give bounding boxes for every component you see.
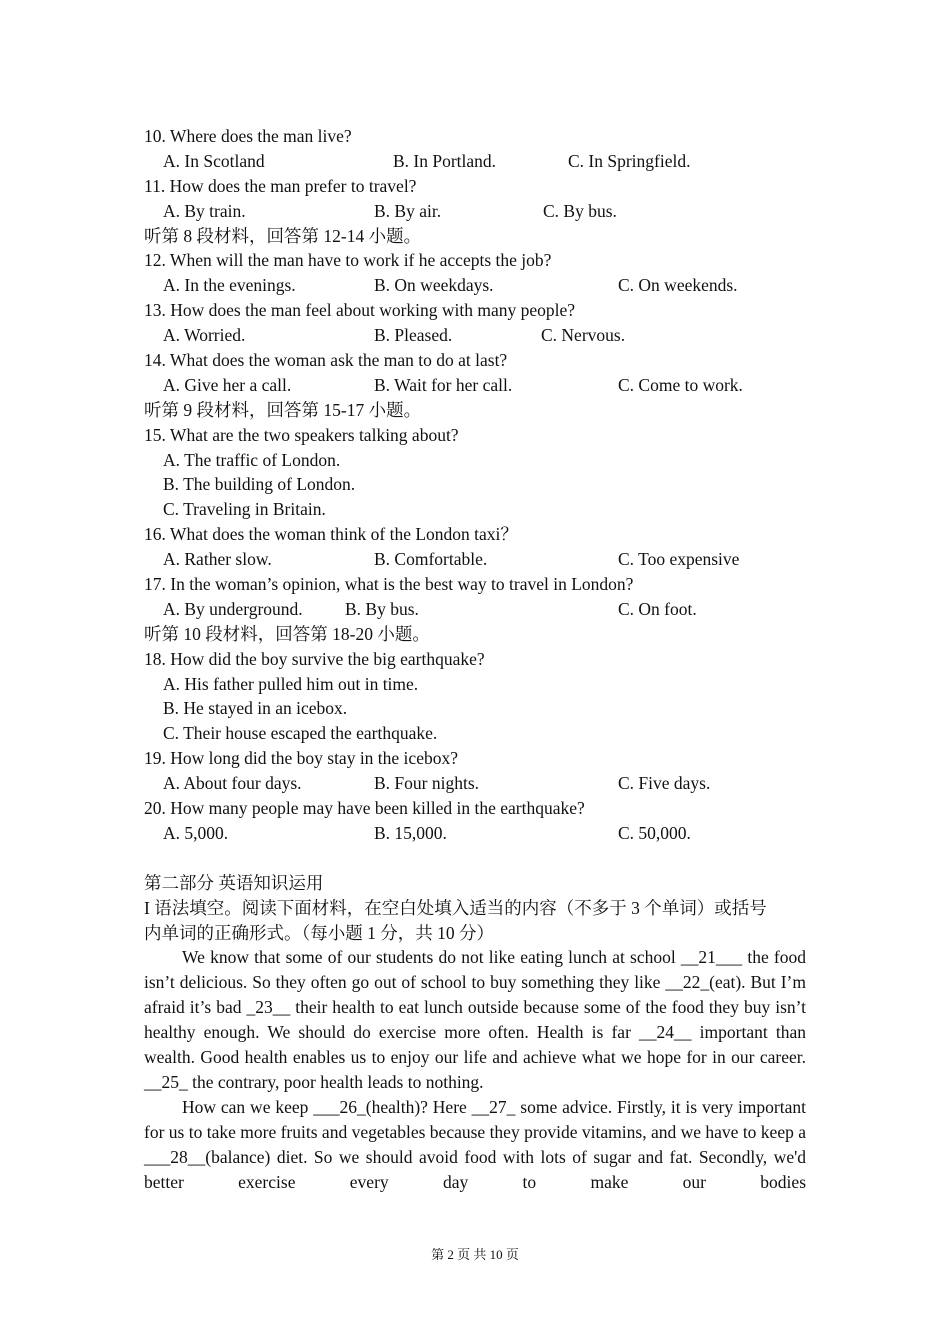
- option-c: C. Traveling in Britain.: [163, 499, 326, 520]
- option-c: C. By bus.: [543, 200, 617, 221]
- option-c: C. Come to work.: [618, 374, 743, 395]
- passage-paragraph-2: How can we keep ___26_(health)? Here __27_ some advice. Firstly, it is very important for us to take more fruits and vegetables because they provide vitamins, and we have to keep a ___28__(balance) diet. So we should avoid food with lots of sugar and fat. Secondly, we'd better exercise every day to make our bodies: [144, 1096, 806, 1192]
- question-20: 20. How many people may have been killed in the earthquake?: [144, 798, 585, 819]
- section-heading-10: 听第 10 段材料，回答第 18-20 小题。: [144, 623, 430, 644]
- question-18: 18. How did the boy survive the big earthquake?: [144, 648, 485, 669]
- option-c: C. Nervous.: [541, 325, 626, 346]
- option-a: A. In the evenings.: [163, 275, 296, 296]
- option-b: B. The building of London.: [163, 474, 356, 495]
- option-b: B. Comfortable.: [374, 549, 488, 570]
- option-b: B. By bus.: [345, 598, 419, 619]
- option-a: A. His father pulled him out in time.: [163, 673, 419, 694]
- option-a: A. Rather slow.: [163, 549, 272, 570]
- option-c: C. On weekends.: [618, 275, 738, 296]
- option-a: A. About four days.: [163, 773, 302, 794]
- option-c: C. Too expensive: [618, 549, 740, 570]
- option-a: A. In Scotland: [163, 150, 265, 171]
- option-a: A. Worried.: [163, 325, 246, 346]
- section-heading-9: 听第 9 段材料，回答第 15-17 小题。: [144, 399, 422, 420]
- options-11: [144, 199, 806, 224]
- option-a: A. The traffic of London.: [163, 449, 341, 470]
- option-c: C. On foot.: [618, 598, 697, 619]
- part-two-title: 第二部分 英语知识运用: [144, 872, 324, 893]
- page-content: [144, 124, 806, 1194]
- options-19: [144, 771, 806, 796]
- question-13: 13. How does the man feel about working with many people?: [144, 300, 576, 321]
- question-19: 19. How long did the boy stay in the icebox?: [144, 748, 458, 769]
- question-15: 15. What are the two speakers talking about?: [144, 424, 459, 445]
- option-a: A. By train.: [163, 200, 246, 221]
- options-10: [144, 149, 806, 174]
- question-10: 10. Where does the man live?: [144, 126, 352, 146]
- grammar-instructions-line2: 内单词的正确形式。（每小题 1 分，共 10 分）: [144, 922, 494, 943]
- question-16: 16. What does the woman think of the London taxi？: [144, 524, 518, 545]
- option-b: B. In Portland.: [393, 150, 497, 171]
- option-b: B. Four nights.: [374, 773, 480, 794]
- option-a: A. 5,000.: [163, 822, 229, 843]
- option-b: B. 15,000.: [374, 822, 447, 843]
- options-16: [144, 547, 806, 572]
- question-17: 17. In the woman’s opinion, what is the best way to travel in London?: [144, 574, 634, 595]
- option-c: C. In Springfield.: [568, 150, 691, 171]
- option-c: C. Five days.: [618, 773, 711, 794]
- option-b: B. Wait for her call.: [374, 374, 513, 395]
- option-a: A. By underground.: [163, 598, 303, 619]
- options-17: [144, 597, 806, 622]
- option-b: B. Pleased.: [374, 325, 453, 346]
- spacer: [144, 846, 806, 871]
- grammar-instructions-line1: I 语法填空。阅读下面材料，在空白处填入适当的内容（不多于 3 个单词）或括号: [144, 897, 767, 918]
- passage-paragraph-1: We know that some of our students do not like eating lunch at school __21___ the food isn’t delicious. So they often go out of school to buy something they like __22_(eat). But I’m afraid it’s bad _23__ their health to eat lunch outside because some of the food they buy isn’t healthy enough. We should do exercise more often. Health is far __24__ important than wealth. Good health enables us to enjoy our life and achieve what we hope for in our career. __25_ the contrary, poor health leads to nothing.: [144, 947, 806, 1092]
- option-c: C. Their house escaped the earthquake.: [163, 723, 438, 744]
- option-b: B. By air.: [374, 200, 442, 221]
- option-a: A. Give her a call.: [163, 374, 292, 395]
- option-b: B. On weekdays.: [374, 275, 494, 296]
- options-13: [144, 323, 806, 348]
- options-20: [144, 821, 806, 846]
- question-14: 14. What does the woman ask the man to do at last?: [144, 350, 508, 371]
- options-14: [144, 373, 806, 398]
- question-12: 12. When will the man have to work if he accepts the job?: [144, 250, 552, 271]
- question-11: 11. How does the man prefer to travel?: [144, 175, 417, 196]
- option-b: B. He stayed in an icebox.: [163, 698, 348, 719]
- option-c: C. 50,000.: [618, 822, 691, 843]
- section-heading-8: 听第 8 段材料，回答第 12-14 小题。: [144, 225, 422, 246]
- options-12: [144, 273, 806, 298]
- page-footer: 第 2 页 共 10 页: [431, 1247, 519, 1262]
